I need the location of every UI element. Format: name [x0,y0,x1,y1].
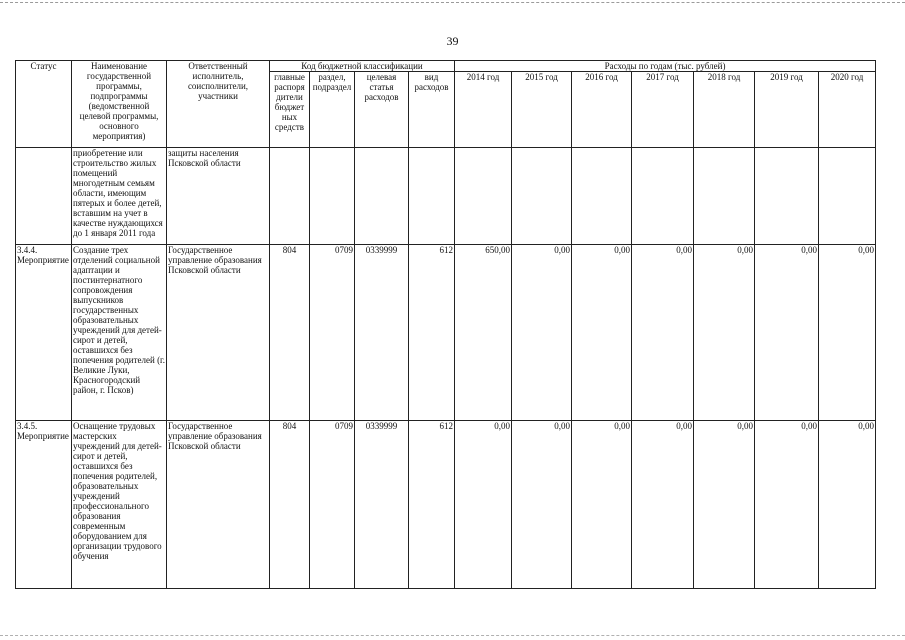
row-value-2016 [572,148,632,245]
table-row [16,421,876,589]
row-type: 612 [409,421,455,589]
row-status: 3.4.5. Мероприятие [16,421,72,589]
row-value-2019 [755,148,819,245]
row-value-2020: 0,00 [819,245,876,421]
row-status [16,148,72,245]
row-value-2015 [512,148,572,245]
row-value-2014 [455,148,512,245]
row-name: Оснащение трудовых мастерских учреждений для детей-сирот и детей, оставшихся без попечения родителей, образовательных учреждений профессионального образования современным оборудованием для организации трудового обучения [72,421,167,589]
table-row [16,148,876,245]
row-grbs: 804 [270,245,310,421]
budget-table [15,60,876,589]
row-value-2019: 0,00 [755,421,819,589]
row-article: 0339999 [355,245,409,421]
header-year-2019: 2019 год [755,72,819,148]
header-year-2016: 2016 год [572,72,632,148]
header-year-2020: 2020 год [819,72,876,148]
header-row-1 [16,61,876,72]
row-value-2014: 0,00 [455,421,512,589]
header-responsible: Ответственный исполнитель, соисполнители, участники [167,61,270,148]
header-target-article: целевая статья расходов [355,72,409,148]
header-name: Наименование государственной программы, подпрограммы (ведомственной целевой программы, основного мероприятия) [72,61,167,148]
row-value-2014: 650,00 [455,245,512,421]
row-status: 3.4.4. Мероприятие [16,245,72,421]
row-grbs: 804 [270,421,310,589]
row-value-2018 [694,148,755,245]
row-value-2018: 0,00 [694,245,755,421]
scan-edge-top [0,2,905,4]
header-year-2018: 2018 год [694,72,755,148]
table-row [16,245,876,421]
row-value-2016: 0,00 [572,245,632,421]
row-value-2015: 0,00 [512,245,572,421]
row-value-2015: 0,00 [512,421,572,589]
row-type: 612 [409,245,455,421]
header-section: раздел, подраздел [310,72,355,148]
row-value-2020 [819,148,876,245]
row-name: приобретение или строительство жилых помещений многодетным семьям области, имеющим пятерых и более детей, вставшим на учет в качестве нуждающихся до 1 января 2011 года [72,148,167,245]
header-year-2017: 2017 год [632,72,694,148]
row-name: Создание трех отделений социальной адаптации и постинтернатного сопровождения выпускников государственных образовательных учреждений для детей-сирот и детей, оставшихся без попечения родителей (г. Великие Луки, Красногородский район, г. Псков) [72,245,167,421]
row-value-2019: 0,00 [755,245,819,421]
row-grbs [270,148,310,245]
row-section [310,148,355,245]
header-status: Статус [16,61,72,148]
row-responsible: Государственное управление образования Псковской области [167,245,270,421]
row-value-2018: 0,00 [694,421,755,589]
header-year-2015: 2015 год [512,72,572,148]
header-budget-code: Код бюджетной классификации [270,61,455,72]
row-responsible: защиты населения Псковской области [167,148,270,245]
row-section: 0709 [310,421,355,589]
header-main-manager: главные распоря дители бюджет ных средств [270,72,310,148]
row-responsible: Государственное управление образования Псковской области [167,421,270,589]
header-expenses: Расходы по годам (тыс. рублей) [455,61,876,72]
header-year-2014: 2014 год [455,72,512,148]
header-expense-type: вид расходов [409,72,455,148]
scan-edge-bottom [0,635,905,637]
row-value-2020: 0,00 [819,421,876,589]
row-section: 0709 [310,245,355,421]
page-number: 39 [446,34,459,48]
row-article: 0339999 [355,421,409,589]
row-value-2017: 0,00 [632,245,694,421]
row-value-2017 [632,148,694,245]
row-value-2017: 0,00 [632,421,694,589]
row-article [355,148,409,245]
row-type [409,148,455,245]
row-value-2016: 0,00 [572,421,632,589]
